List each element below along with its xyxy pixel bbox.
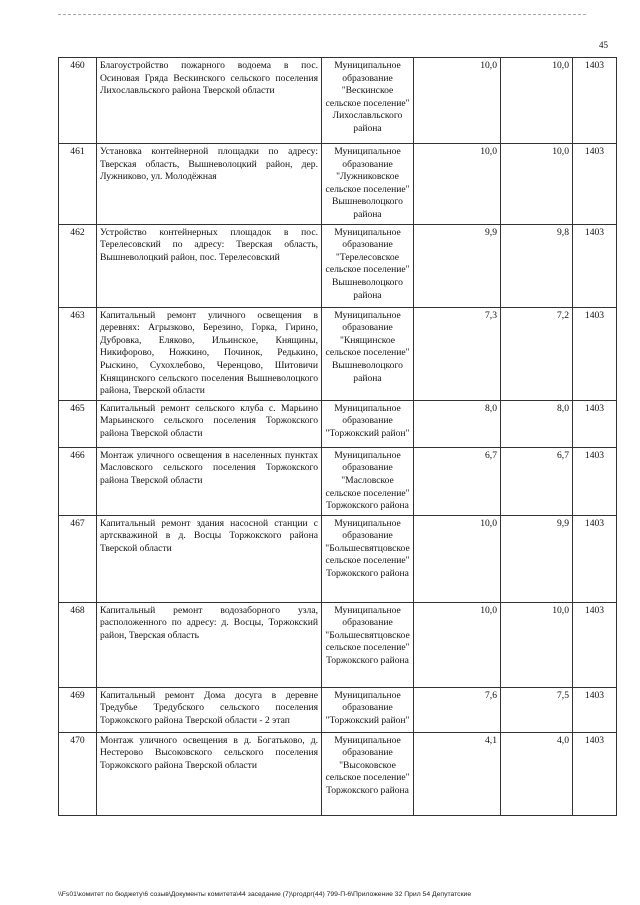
municipality-name: Муниципальное образование "Лужниковское сельское поселение" Вышневолоцкого района <box>322 144 414 225</box>
budget-code: 1403 <box>573 687 617 732</box>
amount-approved: 8,0 <box>501 400 573 447</box>
budget-code: 1403 <box>573 447 617 515</box>
row-number: 469 <box>59 687 97 732</box>
project-description: Установка контейнерной площадки по адресу: Тверская область, Вышневолоцкий район, дер. Лужниково, ул. Молодёжная <box>97 144 322 225</box>
table-row <box>59 732 617 815</box>
table-row <box>59 687 617 732</box>
budget-code: 1403 <box>573 144 617 225</box>
project-description: Капитальный ремонт Дома досуга в деревне Тредубье Тредубского сельского поселения Торжокского района Тверской области - 2 этап <box>97 687 322 732</box>
amount-planned: 10,0 <box>414 58 501 144</box>
project-description: Монтаж уличного освещения в д. Богатьково, д. Нестерово Высоковского сельского поселения Торжокского района Тверской области <box>97 732 322 815</box>
table-row <box>59 307 617 400</box>
appropriations-table <box>58 57 617 816</box>
project-description: Капитальный ремонт уличного освещения в деревнях: Агрызково, Березино, Горка, Гирино, Дубровка, Еляково, Ильинское, Княщины, Никифорово, Ножкино, Починок, Редькино, Рыскино, Сухохлебово, Черенцово, Шитовичи Княщинского сельского поселения Вышневолоцкого района, Тверской области <box>97 307 322 400</box>
amount-planned: 10,0 <box>414 144 501 225</box>
table-row <box>59 515 617 602</box>
table-row <box>59 400 617 447</box>
municipality-name: Муниципальное образование "Большесвятцовское сельское поселение" Торжокского района <box>322 602 414 687</box>
table-row <box>59 144 617 225</box>
amount-approved: 10,0 <box>501 602 573 687</box>
row-number: 462 <box>59 224 97 307</box>
project-description: Устройство контейнерных площадок в пос. Терелесовский по адресу: Тверская область, Вышневолоцкий район, пос. Терелесовский <box>97 224 322 307</box>
project-description: Капитальный ремонт здания насосной станции с артскважиной в д. Восцы Торжокского района Тверской области <box>97 515 322 602</box>
project-description: Капитальный ремонт водозаборного узла, расположенного по адресу: д. Восцы, Торжокский район, Тверская область <box>97 602 322 687</box>
budget-code: 1403 <box>573 224 617 307</box>
project-description: Капитальный ремонт сельского клуба с. Марьино Марьинского сельского поселения Торжокского района Тверской области <box>97 400 322 447</box>
amount-approved: 4,0 <box>501 732 573 815</box>
municipality-name: Муниципальное образование "Вескинское сельское поселение" Лихославльского района <box>322 58 414 144</box>
amount-approved: 10,0 <box>501 58 573 144</box>
municipality-name: Муниципальное образование "Княщинское сельское поселение" Вышневолоцкого района <box>322 307 414 400</box>
amount-approved: 10,0 <box>501 144 573 225</box>
row-number: 461 <box>59 144 97 225</box>
amount-planned: 7,3 <box>414 307 501 400</box>
amount-approved: 6,7 <box>501 447 573 515</box>
amount-planned: 7,6 <box>414 687 501 732</box>
row-number: 460 <box>59 58 97 144</box>
amount-planned: 9,9 <box>414 224 501 307</box>
amount-approved: 9,8 <box>501 224 573 307</box>
budget-code: 1403 <box>573 515 617 602</box>
scan-top-edge <box>58 14 586 15</box>
budget-code: 1403 <box>573 732 617 815</box>
project-description: Монтаж уличного освещения в населенных пунктах Масловского сельского поселения Торжокского района Тверской области <box>97 447 322 515</box>
row-number: 466 <box>59 447 97 515</box>
municipality-name: Муниципальное образование "Масловское сельское поселение" Торжокского района <box>322 447 414 515</box>
budget-code: 1403 <box>573 58 617 144</box>
page-number: 45 <box>599 40 608 50</box>
amount-approved: 7,2 <box>501 307 573 400</box>
row-number: 470 <box>59 732 97 815</box>
amount-planned: 6,7 <box>414 447 501 515</box>
municipality-name: Муниципальное образование "Терелесовское сельское поселение" Вышневолоцкого района <box>322 224 414 307</box>
table-row <box>59 602 617 687</box>
row-number: 467 <box>59 515 97 602</box>
table-row <box>59 447 617 515</box>
amount-planned: 10,0 <box>414 602 501 687</box>
table-row <box>59 224 617 307</box>
amount-planned: 10,0 <box>414 515 501 602</box>
row-number: 468 <box>59 602 97 687</box>
municipality-name: Муниципальное образование "Торжокский район" <box>322 687 414 732</box>
amount-planned: 4,1 <box>414 732 501 815</box>
file-path-footer: \\Fs01\комитет по бюджету\6 созыв\Документы комитета\44 заседание (7)\proдpr(44) 799-П-6\Приложение 32 Прил 54 Депутатские <box>58 891 472 898</box>
row-number: 465 <box>59 400 97 447</box>
table-row <box>59 58 617 144</box>
municipality-name: Муниципальное образование "Большесвятцовское сельское поселение" Торжокского района <box>322 515 414 602</box>
amount-approved: 7,5 <box>501 687 573 732</box>
municipality-name: Муниципальное образование "Высоковское сельское поселение" Торжокского района <box>322 732 414 815</box>
budget-code: 1403 <box>573 602 617 687</box>
project-description: Благоустройство пожарного водоема в пос. Осиновая Гряда Вескинского сельского поселения Лихославльского района Тверской области <box>97 58 322 144</box>
amount-planned: 8,0 <box>414 400 501 447</box>
budget-code: 1403 <box>573 307 617 400</box>
municipality-name: Муниципальное образование "Торжокский район" <box>322 400 414 447</box>
budget-code: 1403 <box>573 400 617 447</box>
row-number: 463 <box>59 307 97 400</box>
amount-approved: 9,9 <box>501 515 573 602</box>
